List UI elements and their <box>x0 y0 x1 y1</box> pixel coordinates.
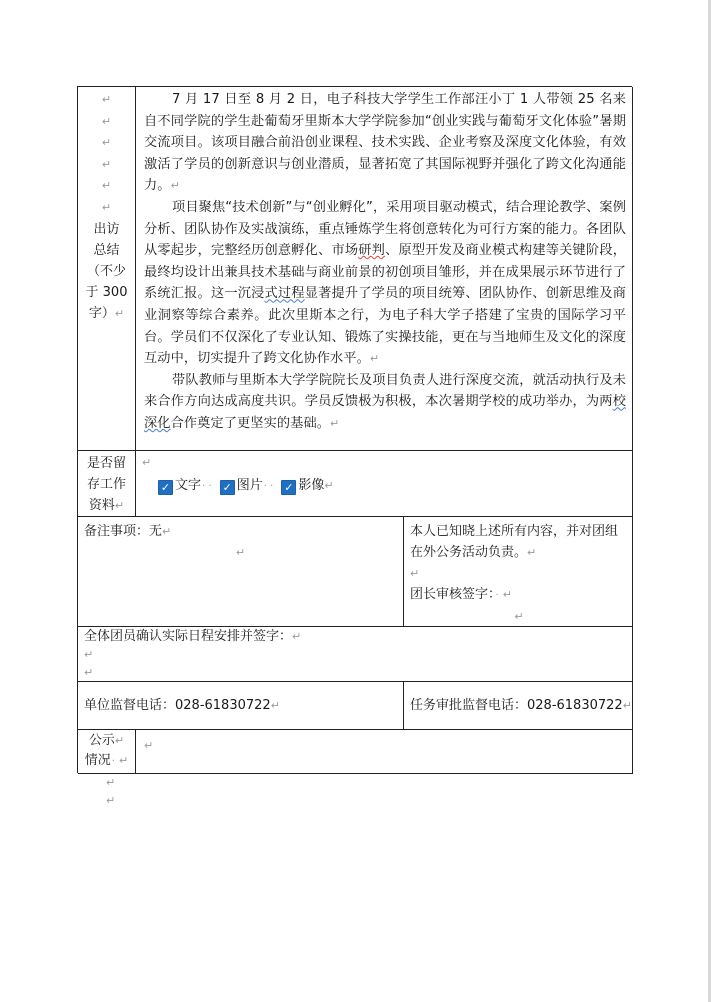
confirm-cell[interactable] <box>78 627 633 682</box>
checkmark-icon: ✓ <box>220 480 235 495</box>
approval-phone-cell <box>404 682 633 730</box>
paragraph-mark: ↵ <box>101 93 112 106</box>
materials-label-cell <box>78 451 136 517</box>
checkbox-image[interactable] <box>220 478 263 493</box>
leader-statement: 本人已知晓上述所有内容，并对团组在外公务活动负责。 <box>410 524 619 560</box>
summary-paragraph <box>144 370 626 435</box>
publicity-content-cell[interactable] <box>136 730 633 774</box>
paragraph-mark: ↵ <box>101 114 112 128</box>
paragraph-mark: ↵ <box>330 416 340 430</box>
paragraph-mark: ↵ <box>144 739 154 752</box>
checkmark-icon: ✓ <box>281 480 296 495</box>
leader-signature-label: 团长审核签字： <box>410 587 495 602</box>
paragraph-mark: ↵ <box>101 157 112 171</box>
paragraph-mark: ↵ <box>292 630 302 643</box>
paragraph-mark: ↵ <box>270 699 280 712</box>
paragraph-mark: ↵ <box>527 546 537 559</box>
paragraph-mark: ↵ <box>142 456 152 469</box>
paragraph-mark: ↵ <box>101 136 112 150</box>
report-table <box>77 86 632 773</box>
materials-label-line: 存工作 <box>86 477 126 492</box>
grammar-check-word: 式过程 <box>264 286 305 302</box>
paragraph-mark: ↵ <box>235 546 246 559</box>
summary-paragraph <box>144 197 626 370</box>
summary-label-line: 总结 <box>93 242 120 258</box>
checkbox-label: 影像 <box>298 478 325 493</box>
summary-paragraph-text: 、原型开发及商业模式构建等关键阶段，最终均设计出兼具技术基础与商业前景的初创项目雏形，并在成果展示环节进行了系统汇报。这一沉浸 <box>144 243 626 302</box>
paragraph-mark: ↵ <box>101 179 112 193</box>
summary-paragraph-text: 带队教师与里斯本大学学院院长及项目负责人进行深度交流，就活动执行及未来合作方向达成高度共识。学员反馈极为积极，本次暑期学校的成功举办，为两 <box>144 372 626 410</box>
grammar-check-word: 校深化 <box>144 394 626 431</box>
remarks-cell[interactable] <box>78 517 404 627</box>
paragraph-mark: ↵ <box>84 666 94 679</box>
paragraph-mark: ↵ <box>170 179 180 193</box>
publicity-label-line: 情况 <box>84 753 111 768</box>
confirm-label: 全体团员确认实际日程安排并签字： <box>84 629 293 644</box>
checkbox-label: 文字 <box>175 478 202 493</box>
leader-sign-cell[interactable]: 本人已知晓上述所有内容，并对团组在外公务活动负责。↵ ↵ 团长审核签字：· ↵ ↵ <box>404 517 633 627</box>
paragraph-mark: ↵ <box>106 794 116 807</box>
summary-paragraph-text: 7 月 17 日至 8 月 2 日，电子科技大学学生工作部汪小丁 1 人带领 25 名来自不同学院的学生赴葡萄牙里斯本大学学院参加“创业实践与葡萄牙文化体验”暑期交流项目。该项目融合前沿创业课程、技术实践、企业考察及深度文化体验，有效激活了学员的创新意识与创业潜质，显著拓宽了其国际视野并强化了跨文化沟通能力。 <box>144 92 626 194</box>
summary-label-line: 出访 <box>93 221 120 237</box>
materials-label-line: 是否留 <box>86 456 126 471</box>
summary-label-line: （不少 <box>86 263 126 279</box>
materials-options-cell <box>136 451 633 517</box>
paragraph-mark: ↵ <box>324 479 334 492</box>
paragraph-mark: ↵ <box>502 588 512 601</box>
checkbox-video[interactable] <box>281 478 324 493</box>
approval-phone: 任务审批监督电话：028-61830722 <box>410 698 623 713</box>
paragraph-mark: ↵ <box>118 754 129 767</box>
spellcheck-word: 研判 <box>358 243 386 259</box>
summary-paragraph-text: 项目聚焦“技术创新”与“创业孵化”，采用项目驱动模式，结合理论教学、案例分析、团队协作及实战演练，重点锤炼学生将创意转化为可行方案的能力。各团队从零起步，完整经历创意孵化、市场 <box>144 199 626 259</box>
checkbox-label: 图片 <box>236 478 263 493</box>
paragraph-mark: ↵ <box>410 567 420 580</box>
paragraph-mark: ↵ <box>162 525 172 538</box>
summary-label-line: 于 300 <box>85 284 128 300</box>
paragraph-mark: ↵ <box>622 699 632 712</box>
summary-paragraph-text: 合作奠定了更坚实的基础。 <box>170 415 331 431</box>
paragraph-mark: ↵ <box>84 648 94 661</box>
paragraph-mark: ↵ <box>106 776 116 789</box>
publicity-label-line: 公示 <box>88 733 115 748</box>
paragraph-mark: ↵ <box>114 499 125 512</box>
publicity-label-cell: 公示↵ 情况· ↵ <box>78 730 136 774</box>
paragraph-mark: ↵ <box>114 734 125 747</box>
summary-text-cell[interactable] <box>136 87 633 451</box>
unit-phone: 单位监督电话：028-61830722 <box>84 698 271 713</box>
checkbox-text[interactable] <box>158 478 201 493</box>
summary-paragraph <box>144 89 626 197</box>
summary-paragraph-text: 显著提升了学员的项目统筹、团队协作、创新思维及商业洞察等综合素养。此次里斯本之行，为电子科大学子搭建了宝贵的国际学习平台。学员们不仅深化了专业认知、锻炼了实操技能，更在与当地师生及文化的深度互动中，切实提升了跨文化协作水平。 <box>144 286 626 367</box>
summary-label-cell <box>78 87 136 451</box>
paragraph-mark: ↵ <box>101 200 112 214</box>
paragraph-mark: ↵ <box>114 306 125 320</box>
materials-label-line: 资料 <box>88 498 115 513</box>
summary-label-line: 字） <box>88 305 115 321</box>
materials-options: ✓ 文字· · ✓ 图片· · ✓ 影像↵ <box>158 475 334 497</box>
unit-phone-cell <box>78 682 404 730</box>
paragraph-mark: ↵ <box>369 352 380 366</box>
remarks-label: 备注事项：无 <box>84 524 163 539</box>
checkmark-icon: ✓ <box>158 480 173 495</box>
paragraph-mark: ↵ <box>514 610 524 623</box>
